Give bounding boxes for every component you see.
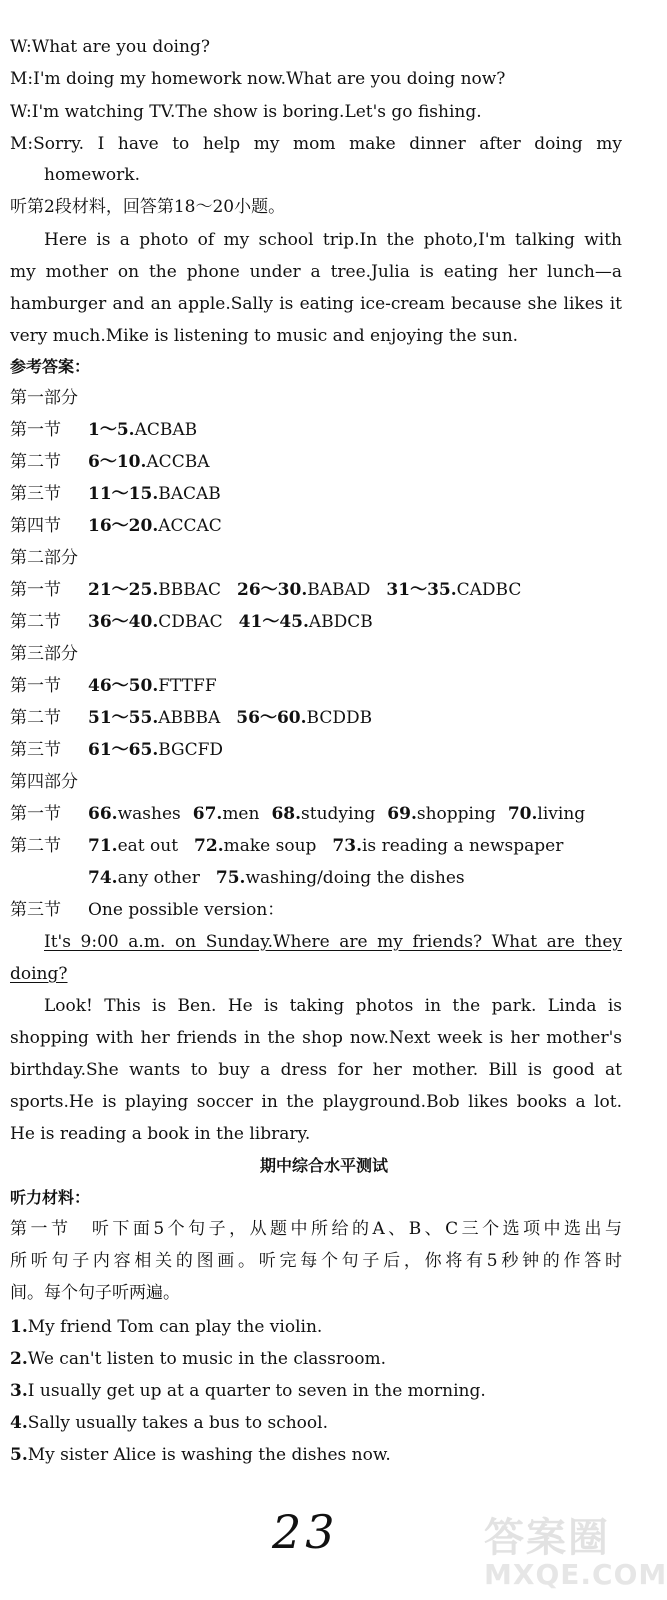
sentence-text: I usually get up at a quarter to seven in the morning. — [27, 1381, 486, 1401]
sentence-item — [10, 1380, 622, 1402]
answer-text: shopping — [416, 804, 496, 824]
answer-item — [88, 515, 222, 537]
sentence-number: 4. — [10, 1413, 28, 1433]
answer-text: ACCAC — [158, 516, 222, 536]
answer-row — [10, 451, 225, 473]
answer-number: 74. — [88, 868, 118, 888]
section-label: 第二节 — [10, 452, 61, 472]
section-label: 第二节 — [10, 836, 61, 856]
answer-item — [88, 867, 200, 889]
section-label: 第一节 — [10, 804, 61, 824]
sentence-item — [10, 1348, 622, 1370]
answer-number: 11～15. — [88, 484, 159, 504]
sentence-text: Sally usually takes a bus to school. — [27, 1413, 328, 1433]
answer-item — [239, 611, 373, 633]
dialogue-line: M:Sorry. I have to help my mom make dinner after doing my — [10, 134, 622, 154]
answer-item — [88, 803, 181, 825]
dialogue-line: W:I'm watching TV.The show is boring.Let's go fishing. — [10, 102, 482, 122]
answer-row — [10, 803, 585, 825]
answer-number: 68. — [271, 804, 302, 824]
answer-number: 69. — [387, 804, 417, 824]
answer-number: 71. — [88, 836, 118, 856]
section-label: 第一节 — [10, 580, 61, 600]
watermark-text: 答案圈 — [484, 1515, 610, 1561]
answer-number: 70. — [507, 804, 538, 824]
answer-text: ABBBA — [158, 708, 221, 728]
answers-title: 参考答案： — [10, 357, 91, 376]
answer-text: studying — [301, 804, 376, 824]
answer-text: CADBC — [456, 580, 522, 600]
answer-text: washes — [117, 804, 181, 824]
answer-text: ACCBA — [146, 452, 210, 472]
answer-item — [88, 483, 221, 505]
answer-number: 26～30. — [237, 580, 308, 600]
answer-row — [10, 835, 563, 857]
answer-item — [88, 739, 223, 761]
essay-line: Look! This is Ben. He is taking photos in the park. Linda is — [44, 996, 622, 1016]
part-title: 第一部分 — [10, 388, 78, 408]
section-label: 第一节 — [10, 676, 61, 696]
watermark-logo — [484, 1506, 667, 1591]
answer-row — [10, 419, 213, 441]
answer-number: 41～45. — [238, 612, 309, 632]
answer-row — [10, 515, 238, 537]
instruction-line: 间。每个句子听两遍。 — [10, 1283, 180, 1303]
part-title: 第三部分 — [10, 644, 78, 664]
answer-item — [88, 419, 197, 441]
essay-line: It's 9:00 a.m. on Sunday.Where are my friends? What are they — [44, 932, 622, 952]
answer-number: 31～35. — [386, 580, 457, 600]
answer-number: 6～10. — [88, 452, 147, 472]
listening-title: 听力材料： — [10, 1188, 91, 1207]
answer-row — [10, 739, 239, 761]
sentence-text: We can't listen to music in the classroom. — [27, 1349, 386, 1369]
section-label: 第四节 — [10, 516, 61, 536]
answer-text: any other — [117, 868, 200, 888]
answer-text: ACBAB — [134, 420, 198, 440]
answer-item — [194, 835, 316, 857]
essay-line: He is reading a book in the library. — [10, 1124, 311, 1144]
answer-number: 36～40. — [88, 612, 159, 632]
answer-text: ABDCB — [308, 612, 373, 632]
section-label: 第三节 — [10, 484, 61, 504]
answer-row — [10, 611, 389, 633]
essay-line: birthday.She wants to buy a dress for her mother. Bill is good at — [10, 1060, 622, 1080]
answer-text: living — [537, 804, 586, 824]
answer-text: BCDDB — [306, 708, 373, 728]
answer-text: BACAB — [158, 484, 221, 504]
sentence-item — [10, 1412, 622, 1434]
essay-line: sports.He is playing soccer in the playground.Bob likes books a lot. — [10, 1092, 622, 1112]
passage-line: my mother on the phone under a tree.Julia is eating her lunch—a — [10, 262, 622, 282]
answer-text: is reading a newspaper — [362, 836, 564, 856]
answer-number: 75. — [215, 868, 246, 888]
sentence-item — [10, 1444, 622, 1466]
answer-text: washing/doing the dishes — [245, 868, 465, 888]
watermark-url: MXQE.COM — [484, 1558, 667, 1591]
answer-item — [216, 867, 465, 889]
answer-row — [10, 707, 388, 729]
passage-line: very much.Mike is listening to music and enjoying the sun. — [10, 326, 519, 346]
sentence-text: My sister Alice is washing the dishes now. — [27, 1445, 391, 1465]
answer-text: BBBAC — [158, 580, 221, 600]
sentence-item — [10, 1316, 622, 1338]
answer-row — [10, 675, 233, 697]
answer-text: men — [222, 804, 260, 824]
answer-row — [88, 867, 481, 889]
answer-text: make soup — [223, 836, 317, 856]
section-label: 第一节 — [10, 420, 61, 440]
answer-number: 61～65. — [88, 740, 159, 760]
answer-item — [386, 579, 521, 601]
test-title: 期中综合水平测试 — [259, 1156, 388, 1175]
answer-text: BGCFD — [158, 740, 224, 760]
sentence-number: 1. — [10, 1317, 28, 1337]
answer-number: 51～55. — [88, 708, 159, 728]
answer-item — [236, 707, 372, 729]
passage-line: hamburger and an apple.Sally is eating ice-cream because she likes it — [10, 294, 622, 314]
passage-line: Here is a photo of my school trip.In the photo,I'm talking with — [44, 230, 622, 250]
sentence-number: 2. — [10, 1349, 28, 1369]
answer-item — [237, 579, 370, 601]
answer-item — [332, 835, 563, 857]
answer-text: FTTFF — [158, 676, 217, 696]
dialogue-line: M:I'm doing my homework now.What are you doing now? — [10, 69, 506, 89]
answer-item — [88, 675, 217, 697]
answer-item — [88, 707, 220, 729]
answer-text: CDBAC — [158, 612, 223, 632]
answer-row — [10, 483, 237, 505]
section-intro: 听第2段材料，回答第18～20小题。 — [10, 197, 286, 217]
essay-line: doing? — [10, 964, 68, 984]
section-label: 第二节 — [10, 612, 61, 632]
sentence-number: 5. — [10, 1445, 28, 1465]
answer-number: 56～60. — [236, 708, 307, 728]
answer-number: 72. — [194, 836, 224, 856]
answer-item — [271, 803, 375, 825]
answer-number: 16～20. — [88, 516, 159, 536]
answer-number: 21～25. — [88, 580, 159, 600]
answer-item — [508, 803, 585, 825]
sentence-number: 3. — [10, 1381, 28, 1401]
answer-item — [387, 803, 496, 825]
answer-item — [88, 451, 209, 473]
sentence-text: My friend Tom can play the violin. — [27, 1317, 323, 1337]
answer-number: 46～50. — [88, 676, 159, 696]
instruction-line: 所听句子内容相关的图画。听完每个句子后，你将有5秒钟的作答时 — [10, 1251, 622, 1271]
section-label: 第三节 — [10, 900, 61, 920]
answer-number: 1～5. — [88, 420, 135, 440]
dialogue-line: homework. — [44, 165, 140, 185]
answer-text: eat out — [117, 836, 179, 856]
answer-number: 73. — [332, 836, 362, 856]
answer-text: BABAD — [307, 580, 371, 600]
answer-number: 66. — [88, 804, 118, 824]
answer-item — [88, 835, 178, 857]
answer-item — [88, 611, 223, 633]
answer-number: 67. — [192, 804, 223, 824]
answer-item — [88, 579, 221, 601]
part-title: 第四部分 — [10, 772, 78, 792]
part-title: 第二部分 — [10, 548, 78, 568]
section-label: 第三节 — [10, 740, 61, 760]
section-label: 第二节 — [10, 708, 61, 728]
answer-item — [193, 803, 260, 825]
essay-line: shopping with her friends in the shop now.Next week is her mother's — [10, 1028, 622, 1048]
page-number: 23 — [272, 1505, 339, 1559]
instruction-line: 第一节 听下面5个句子，从题中所给的A、B、C三个选项中选出与 — [10, 1219, 622, 1239]
answer-text: One possible version： — [88, 900, 285, 920]
answer-row — [10, 579, 537, 601]
answer-row — [10, 899, 284, 921]
dialogue-line: W:What are you doing? — [10, 37, 210, 57]
